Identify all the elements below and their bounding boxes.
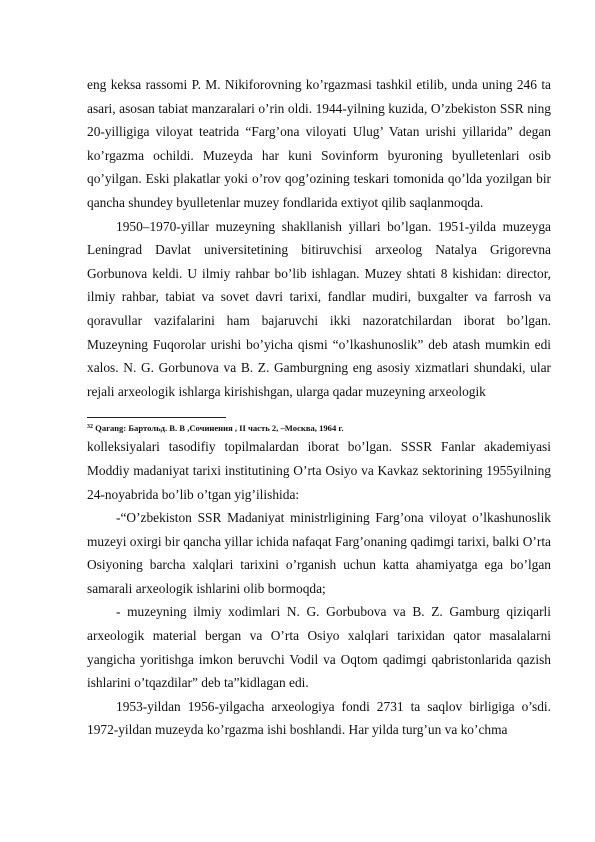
footnote-separator <box>87 417 226 418</box>
page-body <box>87 73 551 742</box>
paragraph-continuation: eng keksa rassomi P. M. Nikiforovning ko’rgazmasi tashkil etilib, unda uning 246 ta asari, asosan tabiat manzaralari o’rin oldi. 1944-yilning kuzida, O’zbekiston SSR ning 20-yilligiga viloyat teatrida “Farg’ona viloyati Ulug’ Vatan urishi yillarida” degan ko’rgazma ochildi. Muzeyda har kuni Sovinform byuroning byulletenlari osib qo’yilgan. Eski plakatlar yoki o’rov qog’ozining teskari tomonida qo’lda yozilgan bir qancha shundey byulletenlar muzey fondlarida extiyot qilib saqlanmoqda. <box>87 77 551 210</box>
paragraph-archaeology-fund: 1953-yildan 1956-yilgacha arxeologiya fondi 2731 ta saqlov birligiga o’sdi. 1972-yildan muzeyda ko’rgazma ishi boshlandi. Har yilda turg’un va ko’chma <box>87 698 551 738</box>
footnote <box>87 423 551 434</box>
paragraph-quote-museum: -“O’zbekiston SSR Madaniyat ministrligining Farg’ona viloyat o’lkashunoslik muzeyi oxirgi bir qancha yillar ichida nafaqat Farg’onaning qadimgi tarixi, balki O’rta Osiyoning barcha xalqlari tarixini o’rganish uchun katta ahamiyatga ega bo’lgan samarali arxeologik ishlarini olib bormoqda; <box>87 510 551 596</box>
footnote-text: Qarang: Бартольд. В. В ,Сочинения , II часть 2, –Москва, 1964 г. <box>95 423 344 434</box>
paragraph-museum-formation: 1950–1970-yillar muzeyning shakllanish yillari bo’lgan. 1951-yilda muzeyga Leningrad Davlat universitetining bitiruvchisi arxeolog Natalya Grigorevna Gorbunova keldi. U ilmiy rahbar bo’lib ishlagan. Muzey shtati 8 kishidan: director, ilmiy rahbar, tabiat va sovet davri tarixi, fandlar mudiri, buxgalter va farrosh va qoravullar vazifalarini ham bajaruvchi ikki nazoratchilardan iborat bo’lgan. Muzeyning Fuqorolar urishi bo’yicha qismi “o’lkashunoslik” deb atash mumkin edi xalos. N. G. Gorbunova va B. Z. Gamburgning eng asosiy xizmatlari shundaki, ular rejali arxeologik ishlarga kirishishgan, ularga qadar muzeyning arxeologik <box>87 218 551 399</box>
paragraph-collections: kolleksiyalari tasodifiy topilmalardan iborat bo’lgan. SSSR Fanlar akademiyasi Moddiy madaniyat tarixi institutining O’rta Osiyo va Kavkaz sektorining 1955yilning 24-noyabrida bo’lib o’tgan yig’ilishida: <box>87 439 551 502</box>
footnote-number: 32 <box>87 424 93 431</box>
paragraph-quote-staff: - muzeyning ilmiy xodimlari N. G. Gorbubova va B. Z. Gamburg qiziqarli arxeologik material bergan va O’rta Osiyo xalqlari tarixidan qator masalalarni yangicha yoritishga imkon beruvchi Vodil va Oqtom qadimgi qabristonlarida qazish ishlarini o’tqazdilar” deb ta”kidlagan edi. <box>87 604 551 691</box>
